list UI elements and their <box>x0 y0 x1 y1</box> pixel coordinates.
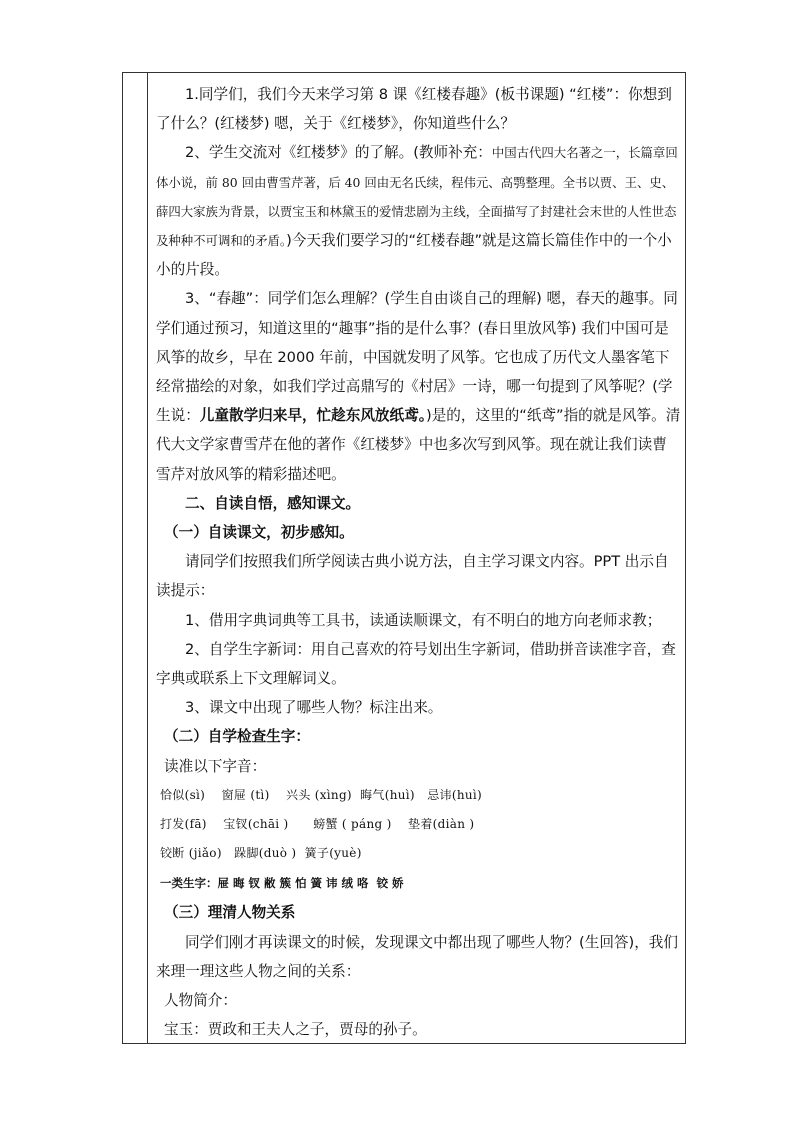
subsection-heading-1: （一）自读课文，初步感知。 <box>164 524 354 542</box>
lesson-content <box>156 80 681 1045</box>
section-heading-2: 二、自读自悟，感知课文。 <box>185 494 361 512</box>
paragraph-text: )是的，这里的“纸鸢”指的就是风筝。清代大文学家曹雪芹在他的著作《红楼梦》中也多次写到风筝。现在就让我们读曹雪芹对放风筝的精彩描述吧。 <box>156 407 681 483</box>
teacher-supplement: 中国古代四大名著之一，长篇章回体小说，前 80 回由曹雪芹著，后 40 回由无名氏续，程伟元、高鹗整理。全书以贾、王、史、薛四大家族为背景，以贾宝玉和林黛玉的爱情悲剧为主线，全面描写了封建社会末世的人性世态及种种不可调和的矛盾。 <box>156 145 678 249</box>
paragraph-chunqu <box>156 284 681 488</box>
pinyin-row-2: 打发(fā) 宝钗(chāi ) 螃蟹 ( páng ) 垫着(diàn ) <box>160 817 475 832</box>
paragraph-characters: 同学们刚才再读课文的时候，发现课文中都出现了哪些人物？(生回答)，我们来理一理这些人物之间的关系： <box>156 933 678 980</box>
pinyin-row-1: 恰似(sì) 窗屉 (tì) 兴头 (xìng) 晦气(huì) 忌讳(huì) <box>160 787 482 802</box>
list-item-1: 1、借用字典词典等工具书，读通读顺课文，有不明白的地方向老师求教； <box>185 611 662 629</box>
list-item-2: 2、自学生字新词：用自己喜欢的符号划出生字新词，借助拼音读准字音，查字典或联系上下文理解词义。 <box>156 640 676 688</box>
paragraph-text: )今天我们要学习的“红楼春趣”就是这篇长篇佳作中的一个小小的片段。 <box>156 232 672 279</box>
paragraph-honglou <box>156 138 681 284</box>
paragraph-text: 2、学生交流对《红楼梦》的了解。(教师补充： <box>185 144 492 162</box>
paragraph-instructions: 请同学们按照我们所学阅读古典小说方法，自主学习课文内容。PPT 出示自读提示： <box>156 553 669 600</box>
list-item-3: 3、课文中出现了哪些人物？标注出来。 <box>185 699 443 717</box>
first-class-characters: 一类生字：屉 晦 钗 敝 簇 怕 簧 讳 绒 咯 铰 娇 <box>160 876 404 891</box>
paragraph-baoyu: 宝玉：贾政和王夫人之子，贾母的孙子。 <box>164 1021 427 1039</box>
subsection-heading-3: （三）理清人物关系 <box>164 904 296 922</box>
paragraph-profile-title: 人物简介： <box>164 992 237 1010</box>
poem-quote: 儿童散学归来早，忙趁东风放纸鸢。 <box>199 407 426 425</box>
paragraph-text: 3、“春趣”：同学们怎么理解？(学生自由谈自己的理解) 嗯，春天的趣事。同学们通过预习，知道这里的“趣事”指的是什么事？(春日里放风筝) 我们中国可是风筝的故乡，早在 2000 年前，中国就发明了风筝。它也成了历代文人墨客笔下经常描绘的对象，如我们学过高鼎写的《村居》一诗，哪一句提到了风筝呢？(学生说： <box>156 290 678 425</box>
paragraph-intro: 1.同学们，我们今天来学习第 8 课《红楼春趣》(板书课题) “红楼”：你想到了什么？(红楼梦) 嗯，关于《红楼梦》，你知道些什么？ <box>156 86 672 133</box>
paragraph-read: 读准以下字音： <box>164 757 267 775</box>
pinyin-row-3: 铰断 (jiǎo) 跺脚(duò ) 簧子(yuè) <box>160 846 362 861</box>
table-column-divider <box>147 72 148 1044</box>
subsection-heading-2: （二）自学检查生字： <box>164 728 310 746</box>
